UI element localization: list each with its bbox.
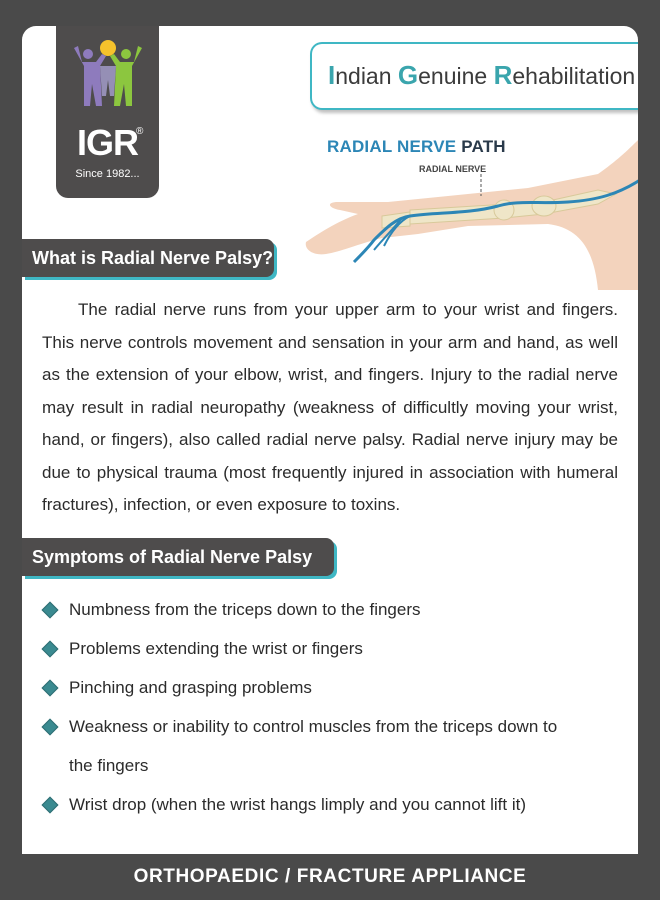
company-title: Indian Genuine Rehabilitation xyxy=(328,60,636,90)
people-logo-icon xyxy=(70,40,146,110)
list-item: Numbness from the triceps down to the fingers xyxy=(42,590,618,629)
logo-brand-text: IGR xyxy=(76,122,138,163)
nerve-label: RADIAL NERVE xyxy=(419,164,487,174)
diamond-bullet-icon xyxy=(42,602,59,619)
intro-paragraph: The radial nerve runs from your upper arm to your wrist and fingers. This nerve controls movement and sensation in your arm and hand, as well as the extension of your elbow, wrist, and fingers. Injury to the radial nerve may result in radial neuropathy (weakness of difficultly moving your wrist, hand, or fingers), also called radial nerve palsy. Radial nerve injury may be due to physical trauma (most frequently injured in association with humeral fractures), infection, or even exposure to toxins. xyxy=(42,300,618,514)
logo-since-text: Since 1982... xyxy=(75,168,140,180)
illustration-heading: RADIAL NERVE PATH xyxy=(327,137,506,156)
company-title-banner xyxy=(310,42,638,110)
list-item: Problems extending the wrist or fingers xyxy=(42,629,618,668)
list-item: Weakness or inability to control muscles from the triceps down to the fingers xyxy=(42,707,618,785)
igr-logo xyxy=(56,26,159,198)
list-item: Wrist drop (when the wrist hangs limply and you cannot lift it) xyxy=(42,785,618,824)
list-item: Pinching and grasping problems xyxy=(42,668,618,707)
diamond-bullet-icon xyxy=(42,641,59,658)
diamond-bullet-icon xyxy=(42,680,59,697)
diamond-bullet-icon xyxy=(42,719,59,736)
registered-mark: ® xyxy=(136,126,144,137)
content-card xyxy=(22,26,638,854)
footer-banner: ORTHOPAEDIC / FRACTURE APPLIANCE xyxy=(133,866,527,887)
section-heading-symptoms: Symptoms of Radial Nerve Palsy xyxy=(22,538,334,576)
diamond-bullet-icon xyxy=(42,797,59,814)
section-heading-what-is: What is Radial Nerve Palsy? xyxy=(22,239,274,277)
symptoms-list xyxy=(42,590,618,824)
